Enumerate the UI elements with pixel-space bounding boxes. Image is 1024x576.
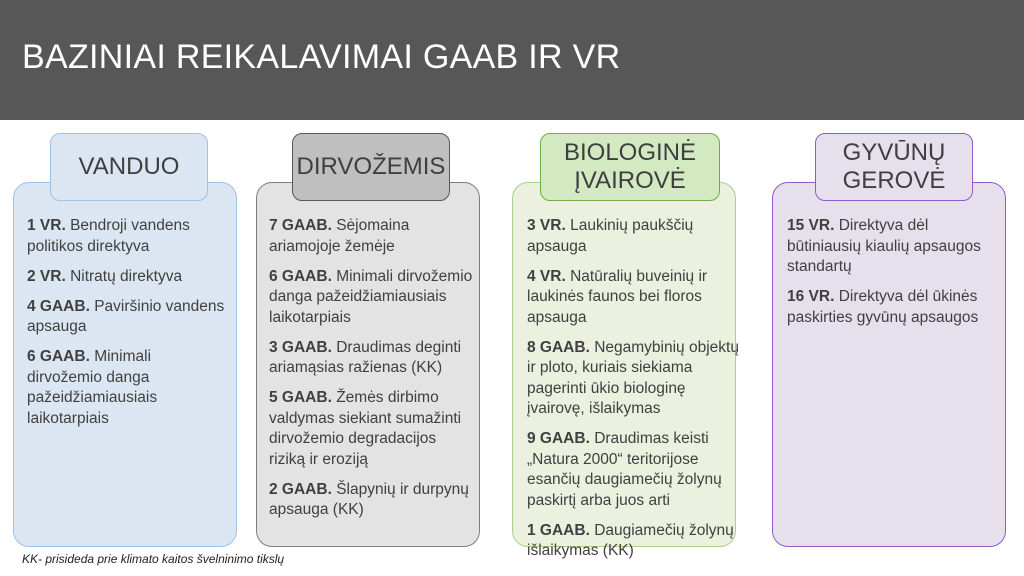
list-item: 3 GAAB. Draudimas deginti ariamąsias ražienas (KK) — [269, 338, 462, 376]
list-item: 7 GAAB. Sėjomaina ariamojoje žemėje — [269, 217, 410, 255]
footnote: KK- prisideda prie klimato kaitos švelninimo tikslų — [22, 552, 285, 566]
vanduo-heading: VANDUO — [50, 133, 208, 201]
list-item: 8 GAAB. Negamybinių objektų ir ploto, kuriais siekiama pagerinti ūkio biologinę įvairovę, išlaikymas — [527, 338, 739, 417]
list-item: 15 VR. Direktyva dėl būtiniausių kiaulių apsaugos standartų — [787, 217, 981, 275]
vanduo-list — [27, 216, 227, 439]
list-item: 1 VR. Bendroji vandens politikos direktyva — [27, 217, 190, 255]
list-item: 2 GAAB. Šlapynių ir durpynų apsauga (KK) — [269, 480, 469, 518]
list-item: 16 VR. Direktyva dėl ūkinės paskirties gyvūnų apsaugos — [787, 288, 979, 326]
title-banner — [0, 0, 1024, 120]
list-item: 6 GAAB. Minimali dirvožemio danga pažeidžiamiausiais laikotarpiais — [269, 267, 473, 326]
gyvunu-heading: GYVŪNŲ GEROVĖ — [815, 133, 973, 201]
list-item: 9 GAAB. Draudimas keisti „Natura 2000“ teritorijose esančių daugiamečių žolynų paskirtį arba juos arti — [527, 430, 722, 509]
gyvunu-list — [787, 216, 999, 338]
list-item: 5 GAAB. Žemės dirbimo valdymas siekiant sumažinti dirvožemio degradacijos riziką ir eroziją — [269, 389, 462, 468]
list-item: 4 VR. Natūralių buveinių ir laukinės faunos bei floros apsauga — [527, 267, 708, 326]
biologine-heading: BIOLOGINĖ ĮVAIROVĖ — [540, 133, 720, 201]
list-item: 6 GAAB. Minimali dirvožemio danga pažeidžiamiausiais laikotarpiais — [27, 348, 158, 427]
list-item: 3 VR. Laukinių paukščių apsauga — [527, 217, 694, 255]
list-item: 1 GAAB. Daugiamečių žolynų išlaikymas (KK) — [527, 521, 734, 559]
list-item: 2 VR. Nitratų direktyva — [27, 267, 183, 285]
page-title: BAZINIAI REIKALAVIMAI GAAB IR VR — [22, 38, 621, 76]
biologine-list — [527, 216, 739, 571]
dirvozemis-list — [269, 216, 475, 530]
dirvozemis-heading: DIRVOŽEMIS — [292, 133, 450, 201]
list-item: 4 GAAB. Paviršinio vandens apsauga — [27, 297, 225, 335]
